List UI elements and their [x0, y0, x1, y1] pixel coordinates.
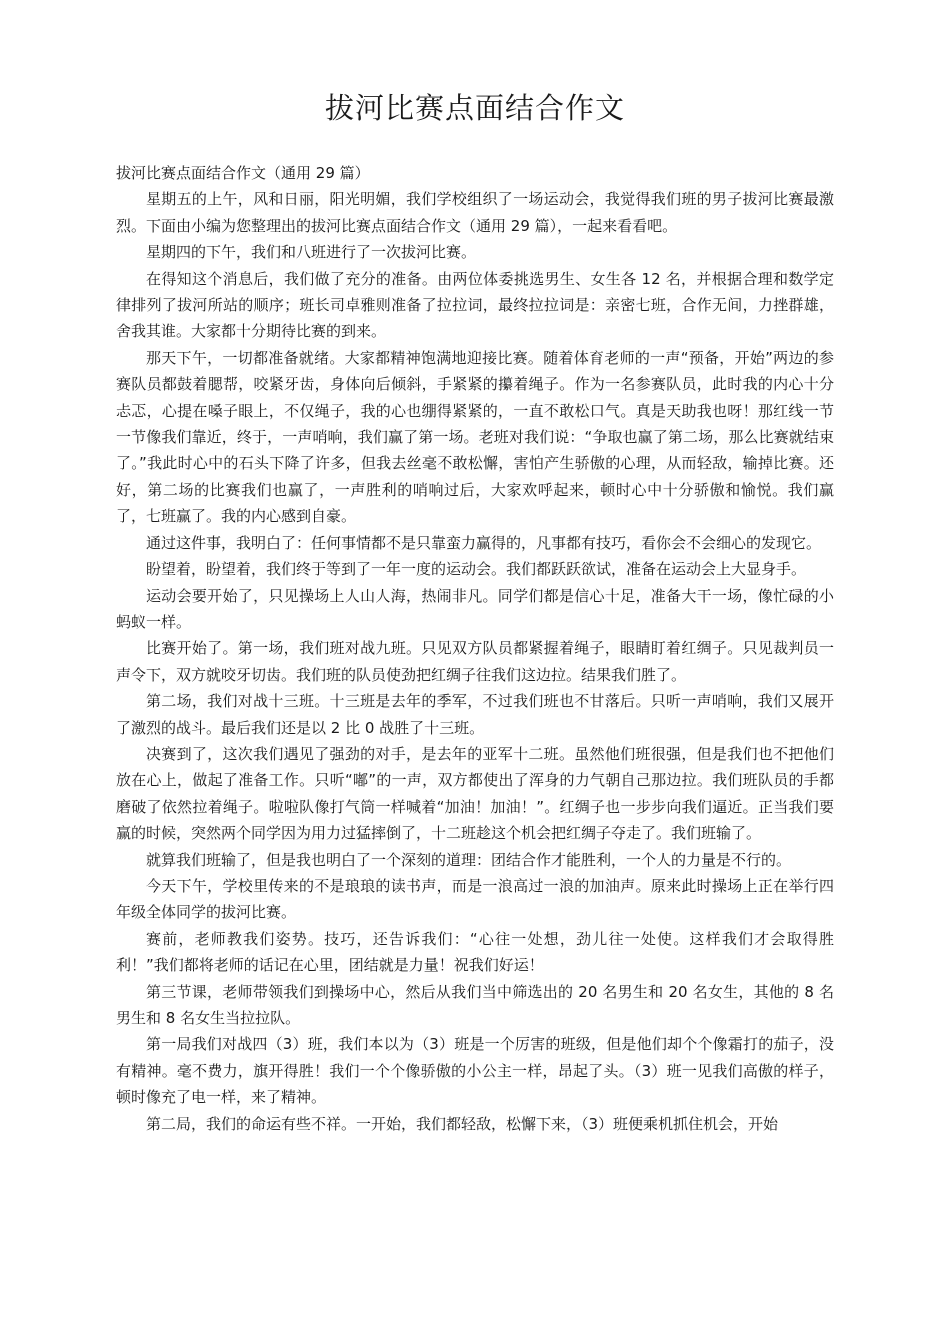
paragraph: 第一局我们对战四（3）班，我们本以为（3）班是一个厉害的班级，但是他们却个个像霜打的茄子，没有精神。毫不费力，旗开得胜！我们一个个像骄傲的小公主一样，昂起了头。（3）班一见我们高傲的样子，顿时像充了电一样，来了精神。 — [116, 1035, 834, 1107]
paragraph: 今天下午，学校里传来的不是琅琅的读书声，而是一浪高过一浪的加油声。原来此时操场上正在举行四年级全体同学的拔河比赛。 — [116, 876, 834, 922]
paragraph: 赛前，老师教我们姿势。技巧，还告诉我们：“心往一处想，劲儿往一处使。这样我们才会取得胜利！”我们都将老师的话记在心里，团结就是力量！祝我们好运！ — [116, 929, 834, 975]
paragraph: 就算我们班输了，但是我也明白了一个深刻的道理：团结合作才能胜利，一个人的力量是不行的。 — [146, 850, 792, 869]
paragraph: 决赛到了，这次我们遇见了强劲的对手，是去年的亚军十二班。虽然他们班很强，但是我们也不把他们放在心上，做起了准备工作。只听“嘟”的一声，双方都使出了浑身的力气朝自己那边拉。我们班队员的手都磨破了依然拉着绳子。啦啦队像打气筒一样喊着“加油！加油！”。红绸子也一步步向我们逼近。正当我们要赢的时候，突然两个同学因为用力过猛摔倒了，十二班趁这个机会把红绸子夺走了。我们班输了。 — [116, 744, 834, 843]
paragraph: 第二场，我们对战十三班。十三班是去年的季军，不过我们班也不甘落后。只听一声哨响，我们又展开了激烈的战斗。最后我们还是以 2 比 0 战胜了十三班。 — [116, 692, 834, 737]
paragraph: 通过这件事，我明白了：任何事情都不是只靠蛮力赢得的，凡事都有技巧，看你会不会细心的发现它。 — [146, 533, 822, 552]
document-subtitle: 拔河比赛点面结合作文（通用 29 篇） — [116, 164, 370, 182]
paragraph: 在得知这个消息后，我们做了充分的准备。由两位体委挑选男生、女生各 12 名，并根据合理和数学定律排列了拔河所站的顺序；班长司卓雅则准备了拉拉词，最终拉拉词是：亲密七班，合作无间，力挫群雄，舍我其谁。大家都十分期待比赛的到来。 — [116, 269, 834, 341]
document-title: 拔河比赛点面结合作文 — [324, 91, 625, 125]
document-body — [116, 160, 834, 1137]
paragraph: 那天下午，一切都准备就绪。大家都精神饱满地迎接比赛。随着体育老师的一声“预备，开始”两边的参赛队员都鼓着腮帮，咬紧牙齿，身体向后倾斜，手紧紧的攥着绳子。作为一名参赛队员，此时我的内心十分忐忑，心提在嗓子眼上，不仅绳子，我的心也绷得紧紧的，一直不敢松口气。真是天助我也呀！那红线一节一节像我们靠近，终于，一声哨响，我们赢了第一场。老班对我们说：“争取也赢了第二场，那么比赛就结束了。”我此时心中的石头下降了许多，但我去丝毫不敢松懈，害怕产生骄傲的心理，从而轻敌，输掉比赛。还好，第二场的比赛我们也赢了，一声胜利的哨响过后，大家欢呼起来，顿时心中十分骄傲和愉悦。我们赢了，七班赢了。我的内心感到自豪。 — [116, 348, 834, 526]
paragraph: 比赛开始了。第一场，我们班对战九班。只见双方队员都紧握着绳子，眼睛盯着红绸子。只见裁判员一声令下，双方就咬牙切齿。我们班的队员使劲把红绸子往我们这边拉。结果我们胜了。 — [116, 639, 834, 684]
paragraph: 第三节课，老师带领我们到操场中心，然后从我们当中筛选出的 20 名男生和 20 名女生，其他的 8 名男生和 8 名女生当拉拉队。 — [116, 982, 834, 1027]
paragraph: 星期五的上午，风和日丽，阳光明媚，我们学校组织了一场运动会，我觉得我们班的男子拔河比赛最激烈。下面由小编为您整理出的拔河比赛点面结合作文（通用 29 篇），一起来看看吧。 — [116, 190, 834, 235]
paragraph: 第二局，我们的命运有些不祥。一开始，我们都轻敌，松懈下来，（3）班便乘机抓住机会，开始 — [146, 1114, 779, 1133]
paragraph: 星期四的下午，我们和八班进行了一次拔河比赛。 — [146, 243, 477, 262]
paragraph: 运动会要开始了，只见操场上人山人海，热闹非凡。同学们都是信心十足，准备大干一场，像忙碌的小蚂蚁一样。 — [116, 586, 834, 631]
paragraph: 盼望着，盼望着，我们终于等到了一年一度的运动会。我们都跃跃欲试，准备在运动会上大显身手。 — [146, 560, 807, 579]
